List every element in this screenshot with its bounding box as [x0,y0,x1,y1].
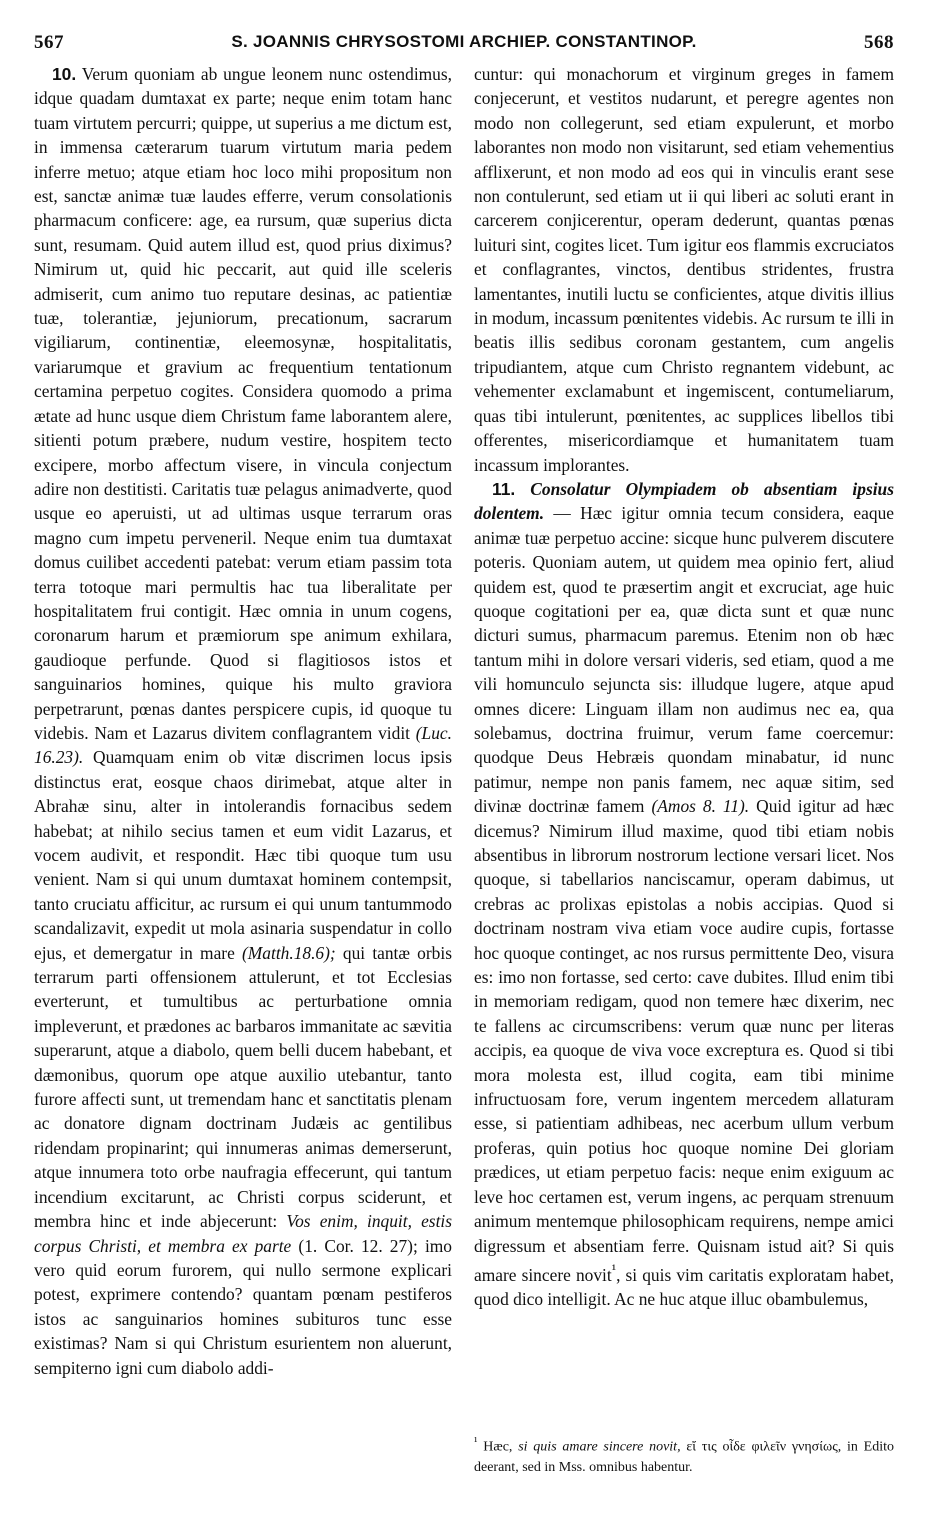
paragraph-text: imo vero quid eorum furorem, qui nullo sermone explicari potest, exprimere contendo? quantam pœnam pestiferos istos ac sanguinarios homines subituros tunc esse existimas? Nam si qui Christum esurientem non aluerunt, sempiterno igni cum diabolo addi- [34,1235,452,1378]
paragraph-10-continued [474,62,894,477]
paragraph-text: Verum quoniam ab ungue leonem nunc ostendimus, idque quadam dumtaxat ex parte; neque enim totam hanc tuam virtutem percurri; quippe, ut superius a me dictum est, in immensa cæterarum tuarum virtutum maria pedem inferre metuo; atque etiam hoc loco mihi propositum non est, sanctæ animæ tuæ laudes efferre, verum consolationis pharmacum conficere: age, ea rursum, quæ superius dicta sunt, resumam. Quid autem illud est, quod prius diximus? Nimirum ut, quid hic peccarit, aut quid ille sceleris admiserit, cum animo tuo reputare desinas, ac patientiæ tuæ, tolerantiæ, jejuniorum, precationum, sacrarum vigiliarum, continentiæ, eleemosynæ, hospitalitatis, variarumque et gravium ac frequentium tentationum certamina perpetuo cogites. Considera quomodo a prima ætate ad hunc usque diem Christum fame laborantem alere, sitienti potum præbere, nudum vestire, hospitem tecto excipere, morbo affectum visere, in vincula conjectum adire non destitisti. Caritatis tuæ pelagus animadverte, quod usque eo aperuisti, ut ad ultimas usque terrarum oras magno cum impetu perveneril. Neque enim tua dumtaxat domus cuilibet accedenti patebat: verum etiam passim tota terra totoque mari permultis hac tua liberalitate per hospitalitatem frui contigit. Hæc omnia in unum cogens, coronarum harum et præmiorum spe animum exhilara, gaudioque perfunde. Quod si flagitiosos istos et sanguinarios homines, quique his multo graviora perpetrarunt, pœnas dantes perspicere cupis, id quoque tu videbis. Nam et Lazarus divitem conflagrantem vidit [34,64,452,743]
paragraph-text: Quid igitur ad hæc dicemus? Nimirum illud maxime, quod tibi etiam nobis absentibus in librorum nostrorum lectione versari licet. Nos quoque, si tabellarios nanciscamur, operam dabimus, ut crebras ac prolixas epistolas a nobis accipias. Quod si doctrinam nostram viva etiam voce audire cupis, fortasse hoc quoque continget, ac nos rursus permittente Deo, visura es: imo non fortasse, sed certo: cave dubites. Illud enim tibi in memoriam redigam, quod non temere hæc dixerim, nec te fallens ac circumscribens: verum quæ nunc per literas accipis, ea quoque de viva voce excreptura es. Quod si tibi mora molesta est, illud cogita, eam tibi minime infructuosam fore, verum ingentem mercedem allaturam esse, si patientiam adhibeas, nec acerbum ullum verbum proferas, quin potius hoc quoque nomine Dei gloriam prædices, ut etiam perpetuo facis: neque enim exiguum ac leve hoc certamen est, verum ingens, ac perquam strenuum animum mentemque philosophicam requirens, nempe amici digressum et absentiam ferre. Quisnam istud ait? Si quis amare sincere novit [474,796,894,1285]
scripture-reference: (Luc. 16.23). [34,722,452,768]
scripture-reference: (Amos 8. 11). [651,796,750,817]
paragraph-text: , si quis vim caritatis exploratam habet, quod dico intelligit. Ac ne huc atque illuc obambulemus, [474,1264,894,1310]
running-title: S. JOANNIS CHRYSOSTOMI ARCHIEP. CONSTANTINOP. [231,32,697,51]
paragraph-11 [474,477,894,1312]
footnote-tail: in Edito deerant, sed in Mss. omnibus habentur. [474,1439,894,1475]
paragraph-text: qui tantæ orbis terrarum parti offensionem attulerunt, et tot Ecclesias everterunt, et tumultibus ac perturbatione omnia impleverunt, et prædones ac barbaros immanitate ac sævitia superarunt, atque a diabolo, quem belli ducem habebant, et dæmonibus, quorum ope atque auxilio utebantur, tanto furore affecti sunt, ut tremendam hanc et sanctitatis plenam ac donatore dignam doctrinam Judæis ac gentilibus ridendam propinarint; qui innumeras animas demerserunt, atque innumera toto orbe naufragia effecerunt, qui tantum incendium excitarunt, ac Christi corpus sciderunt, et membra hinc et inde abjecerunt: [34,942,452,1232]
footnote-greek: εἴ τις οἶδε φιλεῖν γνησίως, [686,1439,842,1455]
scripture-quote: Vos enim, inquit, estis corpus Christi, et membra ex parte [34,1211,452,1256]
paragraph-text: — Hæc igitur omnia tecum considera, eaque animæ tuæ perpetuo accine: sicque hunc pulverem discutere poteris. Quoniam autem, ut quidem mea opinio fert, aliud quidem est, quod te præsertim angit et excruciat, age huic quoque cogitationi per ea, quæ dicta sunt et quæ nunc dicturi sumus, pharmacum paremus. Etenim non ob hæc tantum mihi in dolore versari videris, sed etiam, quod a me vili homunculo sejuncta sis: illudque lugere, atque apud omnes dicere: Linguam illam non audimus nec ea, qua solebamus, doctrina fruimur, verum fame coercemur: quodque Deus Hebræis quondam minabatur, id nunc patimur, nempe non panis famem, nec aquæ sitim, sed divinæ doctrinæ famem [474,503,894,817]
footnote-marker[interactable]: ¹ [611,1261,617,1278]
column-gutter [462,64,463,1454]
page-number-left: 567 [34,32,64,53]
footnote [474,1432,894,1478]
running-header [34,10,894,53]
paragraph-number: 11. [492,478,516,499]
page-number-right: 568 [864,32,894,53]
footnote-lead: Hæc, [483,1439,513,1455]
paragraph-number: 10. [52,64,77,84]
paragraph-text: Quamquam enim ob vitæ discrimen locus ipsis distinctus erat, eosque chaos dirimebat, atque alter in Abrahæ sinu, alter in intolerandis fornacibus sedem habebat; at nihilo secius tamen et eum vidit Lazarus, et vocem audivit, et respondit. Hæc tibi quoque tum usu venient. Nam si qui unum dumtaxat hominem contempsit, tanto cruciatu afficitur, ac rursum ei qui unum tantummodo scandalizavit, expedit ut mola asinaria suspendatur in collo ejus, et demergatur in mare [34,747,452,963]
right-column [474,62,894,1312]
footnote-mark: ¹ [474,1435,478,1448]
left-column [34,62,452,1380]
footnote-italic: si quis amare sincere novit, [518,1439,681,1455]
section-subtitle: Consolatur Olympiadem ob absentiam ipsius dolentem. [474,478,894,524]
scripture-reference: (1. Cor. 12. 27); [298,1235,418,1256]
paragraph-10 [34,62,452,1380]
scripture-reference: (Matth.18.6); [242,942,336,963]
paragraph-text: cuntur: qui monachorum et virginum greges in famem conjecerunt, et vestitos nudarunt, et peregre agentes non modo non collegerunt, sed etiam expulerunt, et morbo laborantes non modo non visitarunt, sed etiam vehementius afflixerunt, et non modo ad eos qui in vinculis erant sese non contulerunt, sed etiam ut ii qui liberi ac soluti erant in carcerem conjicerentur, operam dederunt, quantas pœnas luituri sint, cogites licet. Tum igitur eos flammis excruciatos et conflagrantes, vinctos, dentibus stridentes, frustra lamentantes, inutili luctu se conficientes, atque divitis illius in modum, incassum pœnitentes videbis. Ac rursum te illi in beatis illis sedibus coronam gestantem, cum angelis tripudiantem, atque cum Christo regnantem videbunt, ac vehementer exclamabunt et ingemiscent, contumeliarum, quas tibi intulerunt, pœnitentes, ac supplices libellos tibi offerentes, misericordiamque et humanitatem tuam incassum implorantes. [474,64,894,475]
